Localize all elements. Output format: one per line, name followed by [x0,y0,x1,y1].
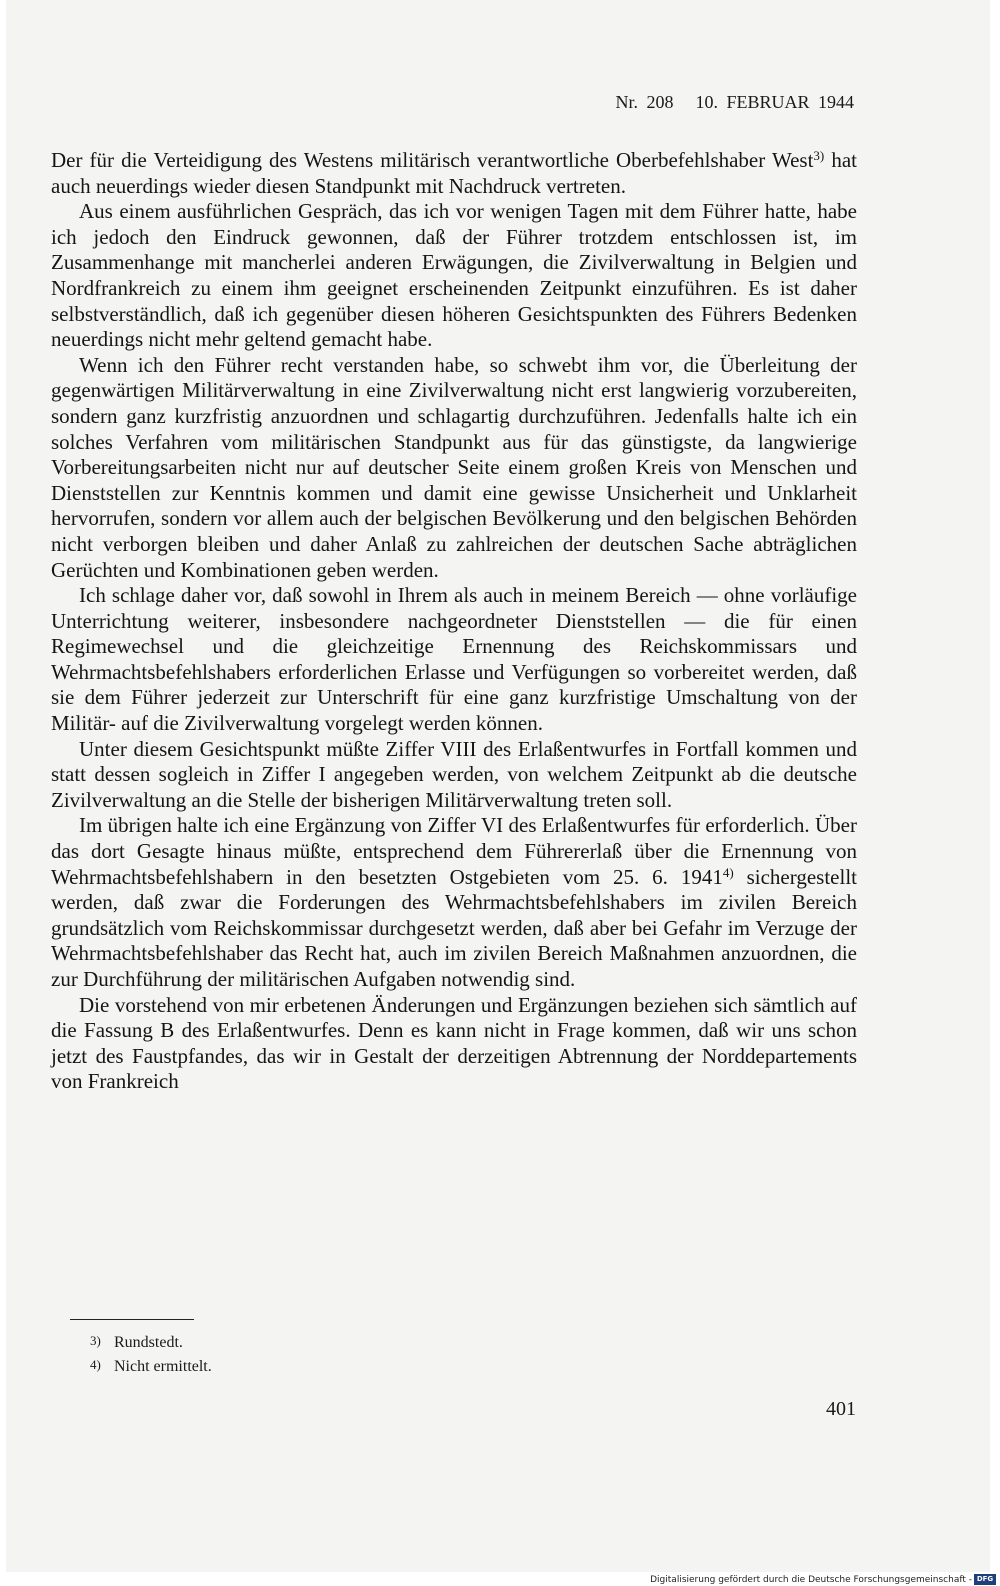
footnote-divider [70,1319,194,1320]
footnote-mark: 3) [90,1333,101,1348]
page-number: 401 [826,1398,856,1420]
footnote-ref-3: 3) [813,148,825,163]
paragraph-4: Ich schlage daher vor, daß sowohl in Ihrem als auch in meinem Bereich — ohne vorläufige Unterrichtung weiterer, insbesondere nachgeordneter Dienststellen — die für einen Regimewechsel und die gleichzeitige Ernennung des Reichskommissars und Wehrmachtsbefehlshabers erforderlichen Erlasse und Verfügungen so vorbereitet werden, daß sie dem Führer jederzeit zur Unterschrift für eine ganz kurzfristige Umschaltung von der Militär- auf die Zivilverwaltung vorgelegt werden können. [51,583,857,736]
paragraph-2: Aus einem ausführlichen Gespräch, das ich vor wenigen Tagen mit dem Führer hatte, habe ich jedoch den Eindruck gewonnen, daß der Führer trotzdem entschlossen ist, im Zusammenhange mit mancherlei anderen Erwägungen, die Zivilverwaltung in Belgien und Nordfrankreich zu einem ihm geeignet erscheinenden Zeitpunkt einzuführen. Es ist daher selbstverständlich, daß ich gegenüber diesen höheren Gesichtspunkten des Führers Bedenken neuerdings nicht mehr geltend gemacht habe. [51,199,857,352]
footnotes [90,1330,212,1378]
paragraph-3: Wenn ich den Führer recht verstanden habe, so schwebt ihm vor, die Überleitung der gegenwärtigen Militärverwaltung in eine Zivilverwaltung nicht erst langwierig vorzubereiten, sondern ganz kurzfristig anzuordnen und schlagartig durchzuführen. Jedenfalls halte ich ein solches Verfahren vom militärischen Standpunkt aus für das günstigste, da langwierige Vorbereitungsarbeiten nicht nur auf deutscher Seite einem großen Kreis von Menschen und Dienststellen zur Kenntnis kommen und damit eine gewisse Unsicherheit und Unklarheit hervorrufen, sondern vor allem auch der belgischen Bevölkerung und den belgischen Behörden nicht verborgen bleiben und daher Anlaß zu zahlreichen der deutschen Sache abträglichen Gerüchten und Kombinationen geben werden. [51,352,857,582]
paragraph-1: Der für die Verteidigung des Westens militärisch verantwortliche Oberbefehlshaber West$^{3)}$ hat auch neuerdings wieder diesen Standpunkt mit Nachdruck vertreten. [51,148,857,198]
paragraph-7: Die vorstehend von mir erbetenen Änderungen und Ergänzungen beziehen sich sämtlich auf die Fassung B des Erlaßentwurfes. Denn es kann nicht in Frage kommen, daß wir uns schon jetzt des Faustpfandes, das wir in Gestalt der derzeitigen Abtrennung der Norddepartements von Frankreich [51,992,857,1094]
footnote-item [90,1354,212,1378]
paragraph-5: Unter diesem Gesichtspunkt müßte Ziffer VIII des Erlaßentwurfes in Fortfall kommen und statt dessen sogleich in Ziffer I angegeben werden, von welchem Zeitpunkt ab die deutsche Zivilverwaltung an die Stelle der bisherigen Militärverwaltung treten soll. [51,736,857,812]
footnote-item [90,1330,212,1354]
paragraph-6: Im übrigen halte ich eine Ergänzung von Ziffer VI des Erlaßentwurfes für erforderlich. Über das dort Gesagte hinaus müßte, entsprechend dem Führererlaß über die Ernennung von Wehrmachtsbefehlshabern in den besetzten Ostgebieten vom 25. 6. 1941$^{4)}$ sichergestellt werden, daß zwar die Forderungen des Wehrmachtsbefehlshabers im zivilen Bereich grundsätzlich vom Reichskommissar durchgesetzt werden, daß aber bei Gefahr im Verzuge der Wehrmachtsbefehlshaber das Recht hat, auch im zivilen Bereich Maßnahmen anzuordnen, die zur Durchführung der militärischen Aufgaben notwendig sind. [51,813,857,991]
page-header [615,92,854,113]
footnote-text: Nicht ermittelt. [114,1358,212,1375]
footnote-mark: 4) [90,1357,101,1372]
footnote-text: Rundstedt. [114,1334,183,1351]
document-number: Nr. 208 [615,92,674,112]
dfg-logo-icon: DFG [974,1574,996,1585]
scanned-page [6,0,990,1572]
body-text [51,148,857,1095]
digitization-credit: Digitalisierung gefördert durch die Deutsche Forschungsgemeinschaft - [650,1575,972,1585]
footnote-ref-4: 4) [722,864,734,880]
document-date: 10. FEBRUAR 1944 [695,92,854,112]
